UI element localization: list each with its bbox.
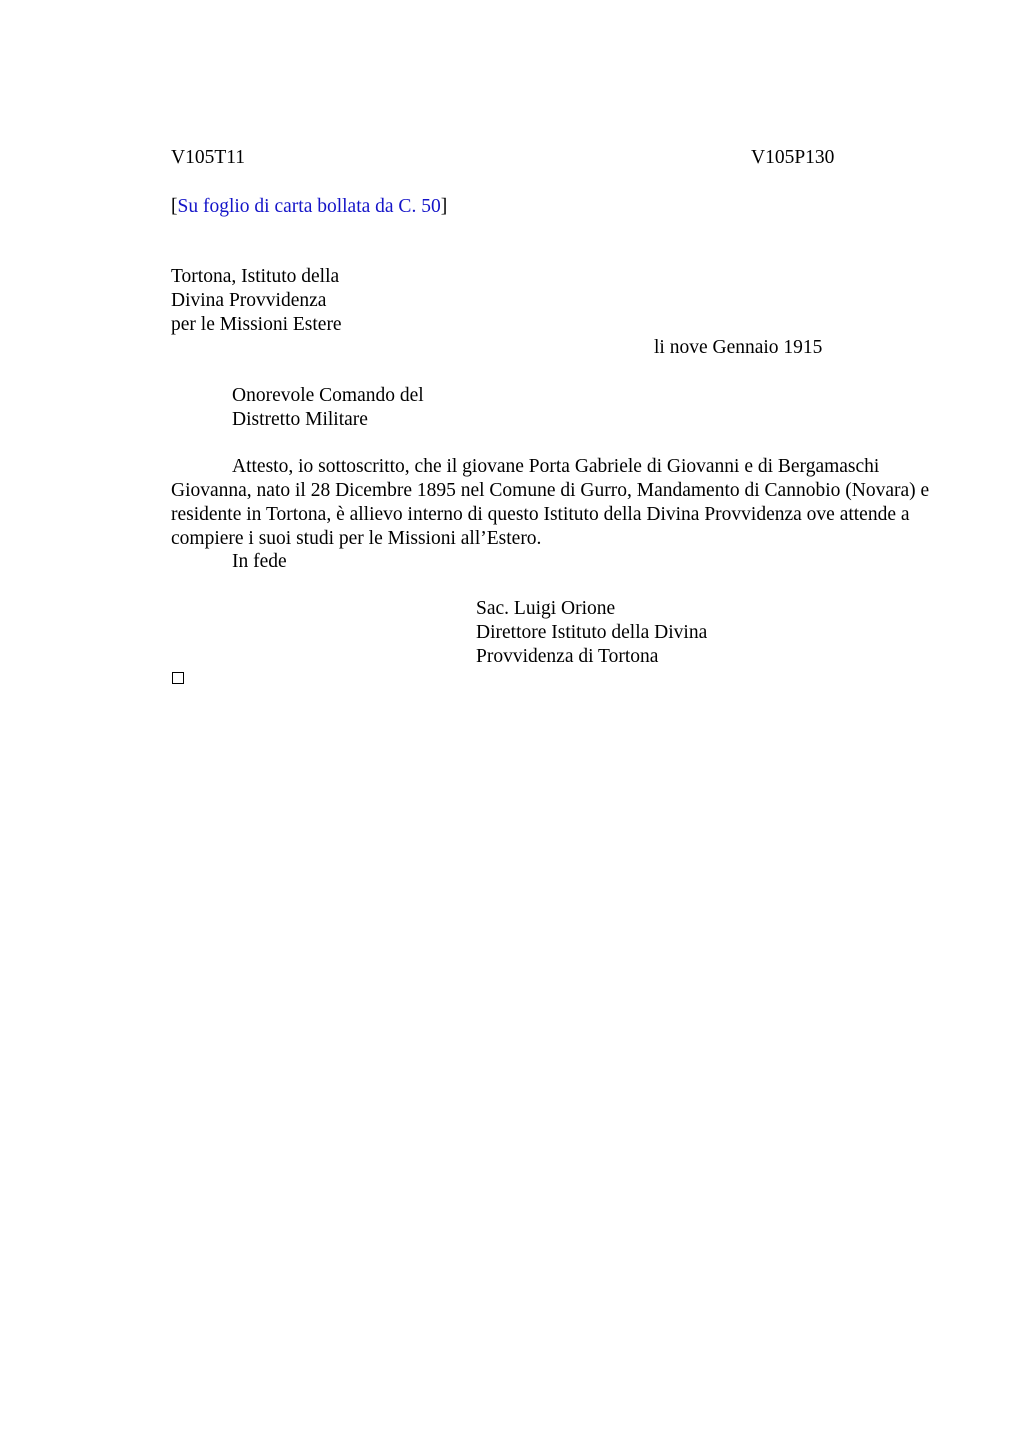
document-reference-right: V105P130 [751, 147, 835, 168]
signature-line: Sac. Luigi Orione [476, 598, 616, 619]
recipient-line: Onorevole Comando del [232, 385, 424, 406]
sender-address [171, 265, 342, 337]
letter-body [171, 455, 931, 551]
body-paragraph: Attesto, io sottoscritto, che il giovane Porta Gabriele di Giovanni e di Bergamaschi Giovanna, nato il 28 Dicembre 1895 nel Comune di Gurro, Mandamento di Cannobio (Novara) e residente in Tortona, è allievo interno di questo Istituto della Divina Provvidenza ove attende a compiere i suoi studi per le Missioni all’Estero. [171, 456, 930, 549]
letter-date: li nove Gennaio 1915 [654, 337, 823, 358]
note-open-bracket: [ [171, 196, 178, 217]
signature-block [476, 597, 707, 669]
document-reference-left: V105T11 [171, 147, 246, 168]
checkbox-icon[interactable] [172, 672, 184, 684]
sender-line: per le Missioni Estere [171, 314, 342, 335]
signature-line: Direttore Istituto della Divina [476, 622, 708, 643]
recipient-address [232, 384, 424, 432]
recipient-line: Distretto Militare [232, 409, 368, 430]
sender-line: Tortona, Istituto della [171, 266, 340, 287]
note-close-bracket: ] [440, 196, 448, 217]
note-link-text[interactable]: Su foglio di carta bollata da C. 50 [177, 196, 441, 217]
sender-line: Divina Provvidenza [171, 290, 327, 311]
signature-line: Provvidenza di Tortona [476, 646, 659, 667]
editorial-note [171, 195, 447, 219]
letter-closing: In fede [232, 551, 287, 572]
